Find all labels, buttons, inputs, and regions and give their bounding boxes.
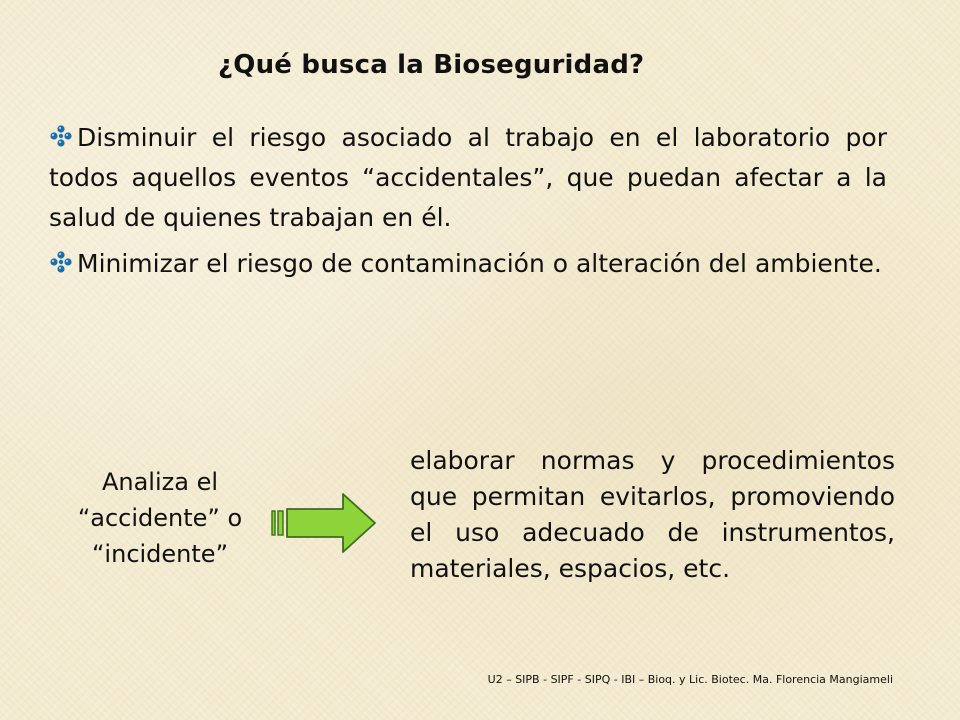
bullet-item bbox=[49, 244, 887, 284]
footer-credit: U2 – SIPB - SIPF - SIPQ - IBI – Bioq. y Lic. Biotec. Ma. Florencia Mangiameli bbox=[487, 673, 893, 686]
diamond-bullet-icon bbox=[49, 250, 73, 274]
analiza-line: “incidente” bbox=[92, 540, 228, 568]
right-arrow-icon bbox=[271, 492, 377, 554]
analiza-block bbox=[40, 464, 280, 572]
bullet-text: Minimizar el riesgo de contaminación o alteración del ambiente. bbox=[77, 249, 882, 278]
analiza-line: Analiza el bbox=[101, 468, 219, 496]
analiza-line: “accidente” o bbox=[77, 504, 243, 532]
slide-title: ¿Qué busca la Bioseguridad? bbox=[218, 50, 645, 80]
bullet-list bbox=[49, 118, 887, 290]
bullet-text: Disminuir el riesgo asociado al trabajo en el laboratorio por todos aquellos eventos “accidentales”, que puedan afectar a la salud de quienes trabajan en él. bbox=[49, 123, 887, 232]
bullet-item bbox=[49, 118, 887, 238]
elaborar-text: elaborar normas y procedimientos que permitan evitarlos, promoviendo el uso adecuado de instrumentos, materiales, espacios, etc. bbox=[410, 446, 895, 583]
diamond-bullet-icon bbox=[49, 124, 73, 148]
